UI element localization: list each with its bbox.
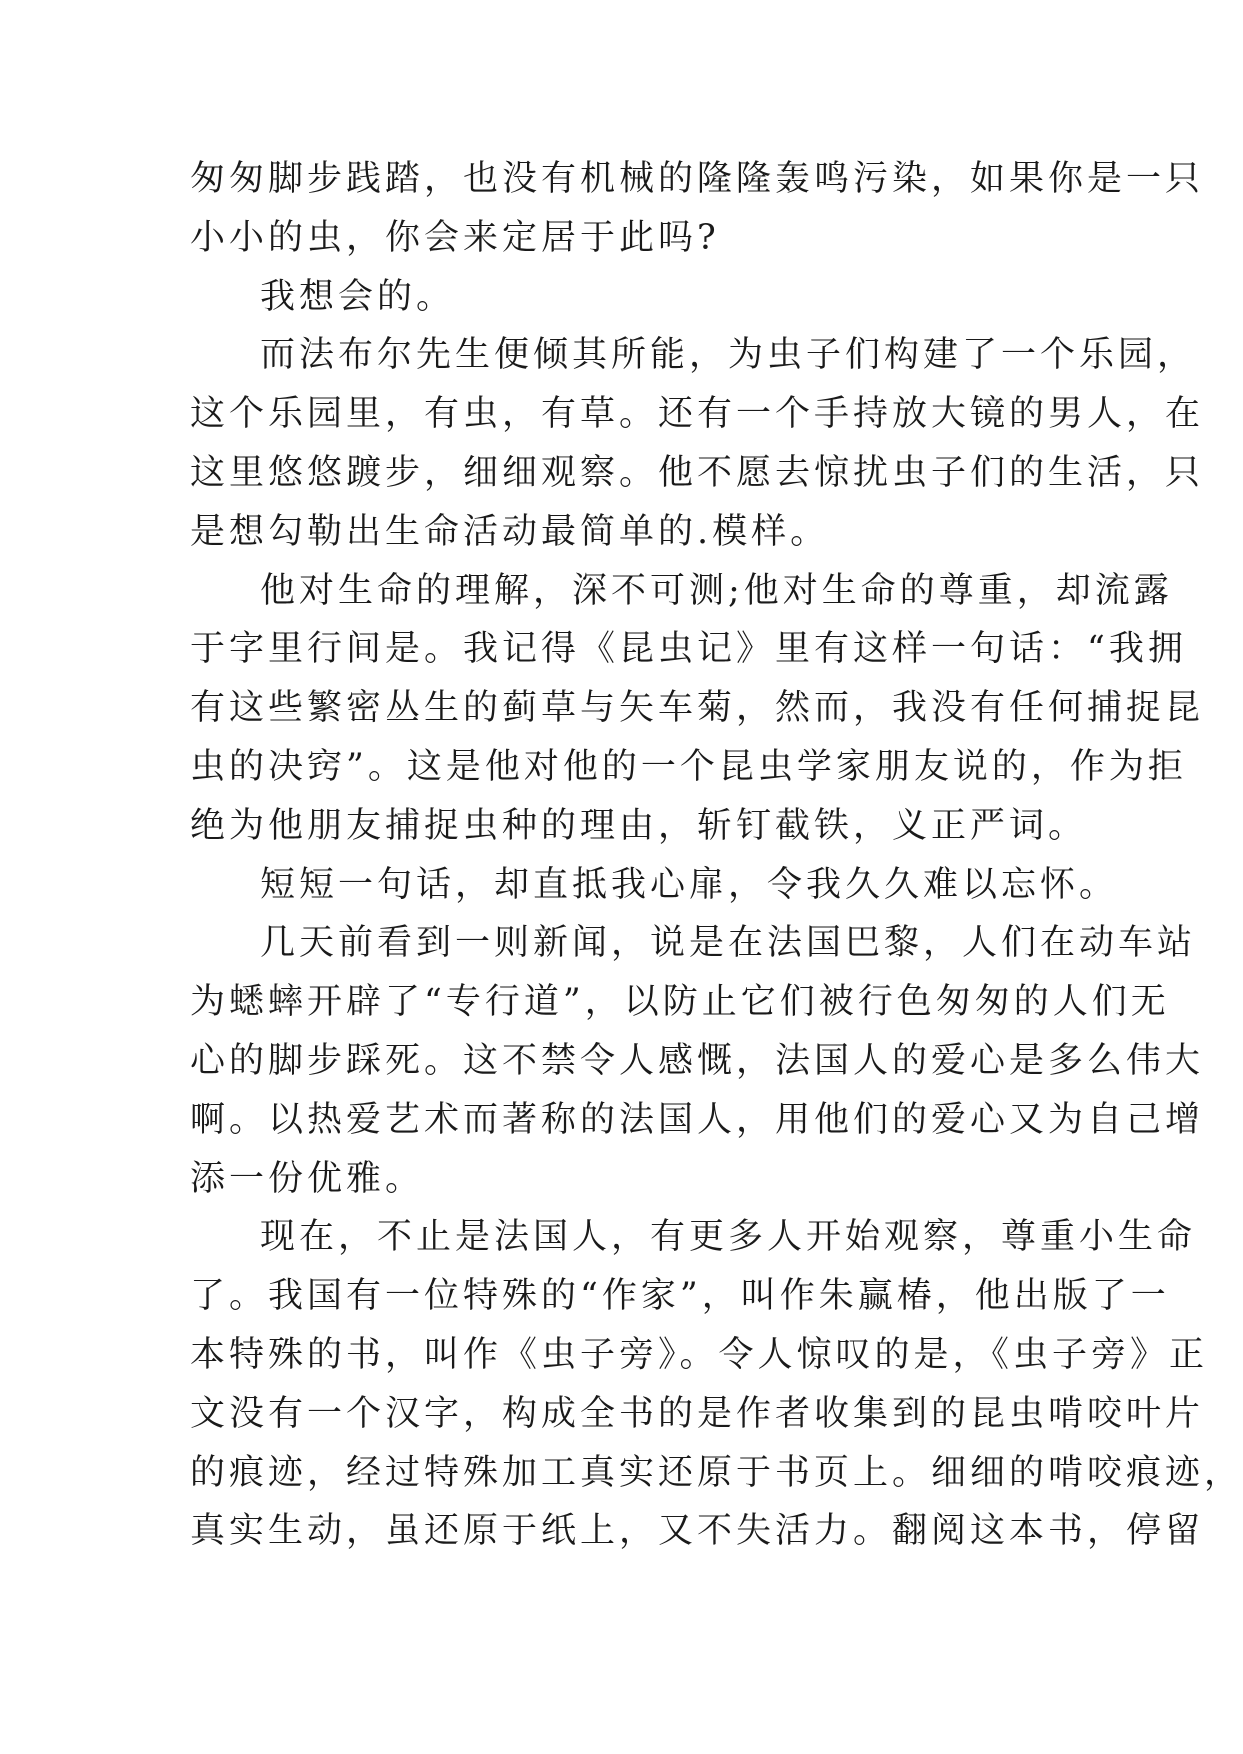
text-line: 真实生动，虽还原于纸上，又不失活力。翻阅这本书，停留: [190, 1511, 1205, 1552]
text-line: 心的脚步踩死。这不禁令人感慨，法国人的爱心是多么伟大: [190, 1040, 1205, 1081]
text-line: 现在，不止是法国人，有更多人开始观察，尊重小生命: [260, 1217, 1197, 1258]
text-line: 这里悠悠踱步，细细观察。他不愿去惊扰虫子们的生活，只: [190, 452, 1205, 493]
text-line: 于字里行间是。我记得《昆虫记》里有这样一句话：“我拥: [190, 629, 1187, 670]
text-line: 短短一句话，却直抵我心扉，令我久久难以忘怀。: [260, 864, 1119, 905]
text-line: 的痕迹，经过特殊加工真实还原于书页上。细细的啃咬痕迹，: [190, 1452, 1243, 1493]
text-line: 添一份优雅。: [190, 1158, 425, 1199]
text-line: 本特殊的书，叫作《虫子旁》。令人惊叹的是，《虫子旁》正: [190, 1334, 1209, 1375]
text-line: 是想勾勒出生命活动最简单的.模样。: [190, 511, 830, 552]
text-line: 几天前看到一则新闻，说是在法国巴黎，人们在动车站: [260, 923, 1197, 964]
text-line: 绝为他朋友捕捉虫种的理由，斩钉截铁，义正严词。: [190, 805, 1088, 846]
text-line: 为蟋蟀开辟了“专行道”，以防止它们被行色匆匆的人们无: [190, 982, 1170, 1023]
text-line: 虫的决窍”。这是他对他的一个昆虫学家朋友说的，作为拒: [190, 746, 1187, 787]
text-line: 他对生命的理解，深不可测;他对生命的尊重，却流露: [260, 570, 1173, 611]
text-line: 我想会的。: [260, 276, 456, 317]
text-line: 而法布尔先生便倾其所能，为虫子们构建了一个乐园，: [260, 335, 1197, 376]
text-line: 了。我国有一位特殊的“作家”，叫作朱赢椿，他出版了一: [190, 1276, 1170, 1317]
text-line: 小小的虫，你会来定居于此吗?: [190, 217, 720, 258]
text-line: 匆匆脚步践踏，也没有机械的隆隆轰鸣污染，如果你是一只: [190, 159, 1205, 199]
text-line: 有这些繁密丛生的蓟草与矢车菊，然而，我没有任何捕捉昆: [190, 688, 1205, 729]
text-line: 啊。以热爱艺术而著称的法国人，用他们的爱心又为自己增: [190, 1099, 1205, 1140]
document-body-text: [190, 150, 1243, 1561]
text-line: 文没有一个汉字，构成全书的是作者收集到的昆虫啃咬叶片: [190, 1393, 1205, 1434]
text-line: 这个乐园里，有虫，有草。还有一个手持放大镜的男人，在: [190, 394, 1205, 435]
